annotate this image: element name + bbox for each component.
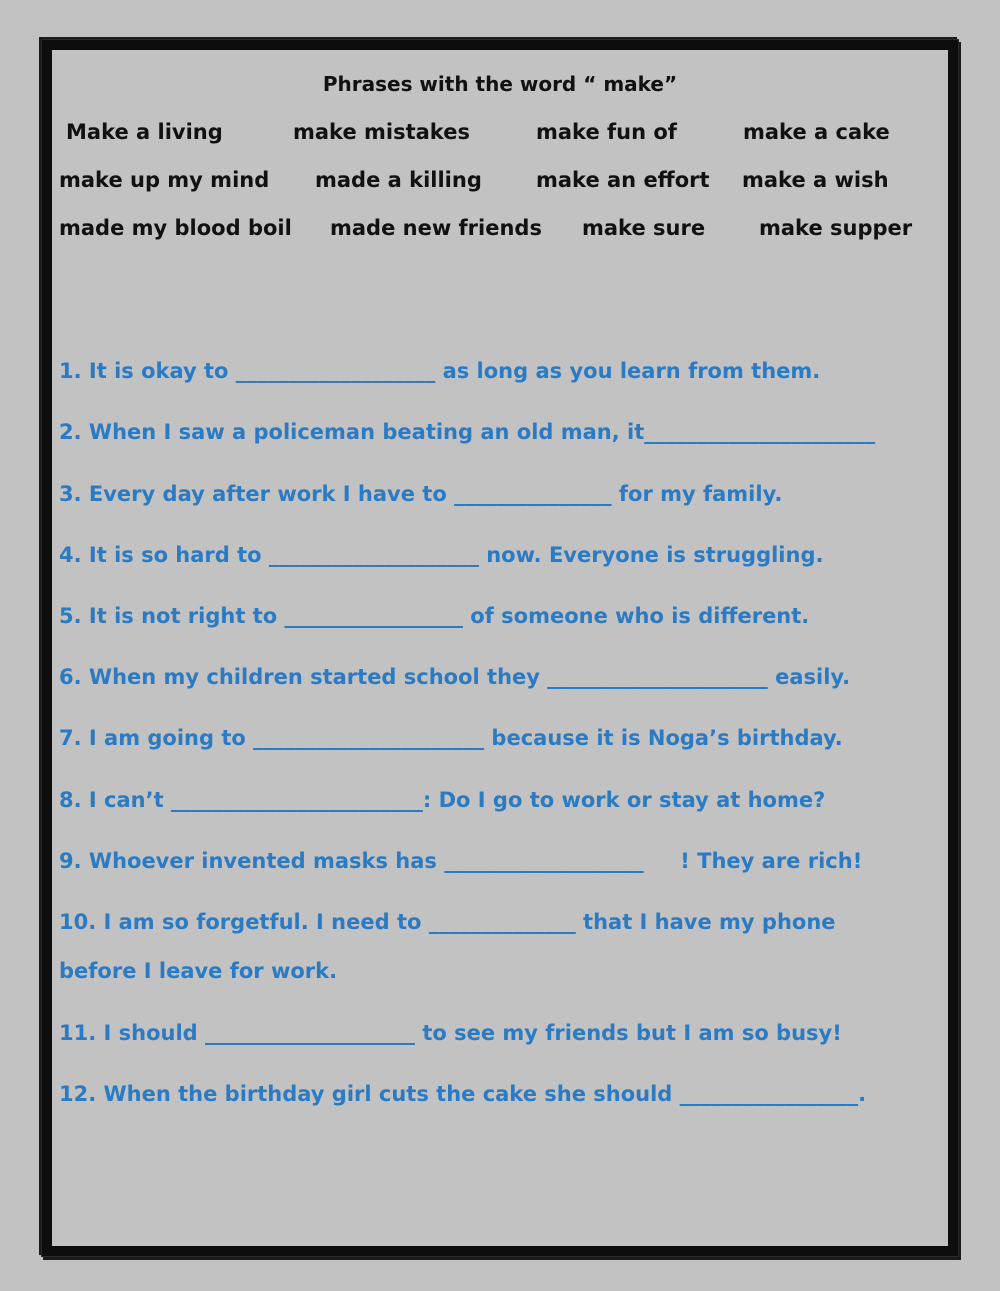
question-4: 4. It is so hard to ____________________ now. Everyone is struggling. xyxy=(59,543,824,567)
question-7: 7. I am going to ______________________ because it is Noga’s birthday. xyxy=(59,726,843,750)
word-bank-item: make supper xyxy=(759,216,913,240)
question-10: 10. I am so forgetful. I need to ______________ that I have my phone xyxy=(59,910,836,934)
question-11: 11. I should ____________________ to see my friends but I am so busy! xyxy=(59,1021,842,1045)
word-bank-item: made new friends xyxy=(330,216,542,240)
question-6: 6. When my children started school they _____________________ easily. xyxy=(59,665,851,689)
word-bank-item: make up my mind xyxy=(59,168,270,192)
word-bank-row-2 xyxy=(52,168,948,198)
question-12: 12. When the birthday girl cuts the cake she should _________________. xyxy=(59,1082,867,1106)
question-3: 3. Every day after work I have to _______________ for my family. xyxy=(59,482,783,506)
question-1: 1. It is okay to ___________________ as long as you learn from them. xyxy=(59,359,821,383)
word-bank-item: made a killing xyxy=(315,168,482,192)
word-bank-item: make fun of xyxy=(536,120,677,144)
word-bank-row-3 xyxy=(52,216,948,246)
question-10-continued: before I leave for work. xyxy=(59,959,338,983)
question-9: 9. Whoever invented masks has ___________________ ! They are rich! xyxy=(59,849,863,873)
word-bank-item: make mistakes xyxy=(293,120,470,144)
word-bank-item: made my blood boil xyxy=(59,216,292,240)
question-5: 5. It is not right to _________________ of someone who is different. xyxy=(59,604,810,628)
word-bank-item: make an effort xyxy=(536,168,710,192)
word-bank-item: Make a living xyxy=(66,120,223,144)
question-8: 8. I can’t ________________________: Do I go to work or stay at home? xyxy=(59,788,826,812)
word-bank-item: make a wish xyxy=(742,168,889,192)
word-bank-item: make sure xyxy=(582,216,706,240)
question-2: 2. When I saw a policeman beating an old man, it______________________ xyxy=(59,420,876,444)
worksheet-title: Phrases with the word “ make” xyxy=(322,72,678,96)
worksheet xyxy=(42,40,958,1256)
word-bank-item: make a cake xyxy=(743,120,890,144)
word-bank-row-1 xyxy=(52,120,948,150)
